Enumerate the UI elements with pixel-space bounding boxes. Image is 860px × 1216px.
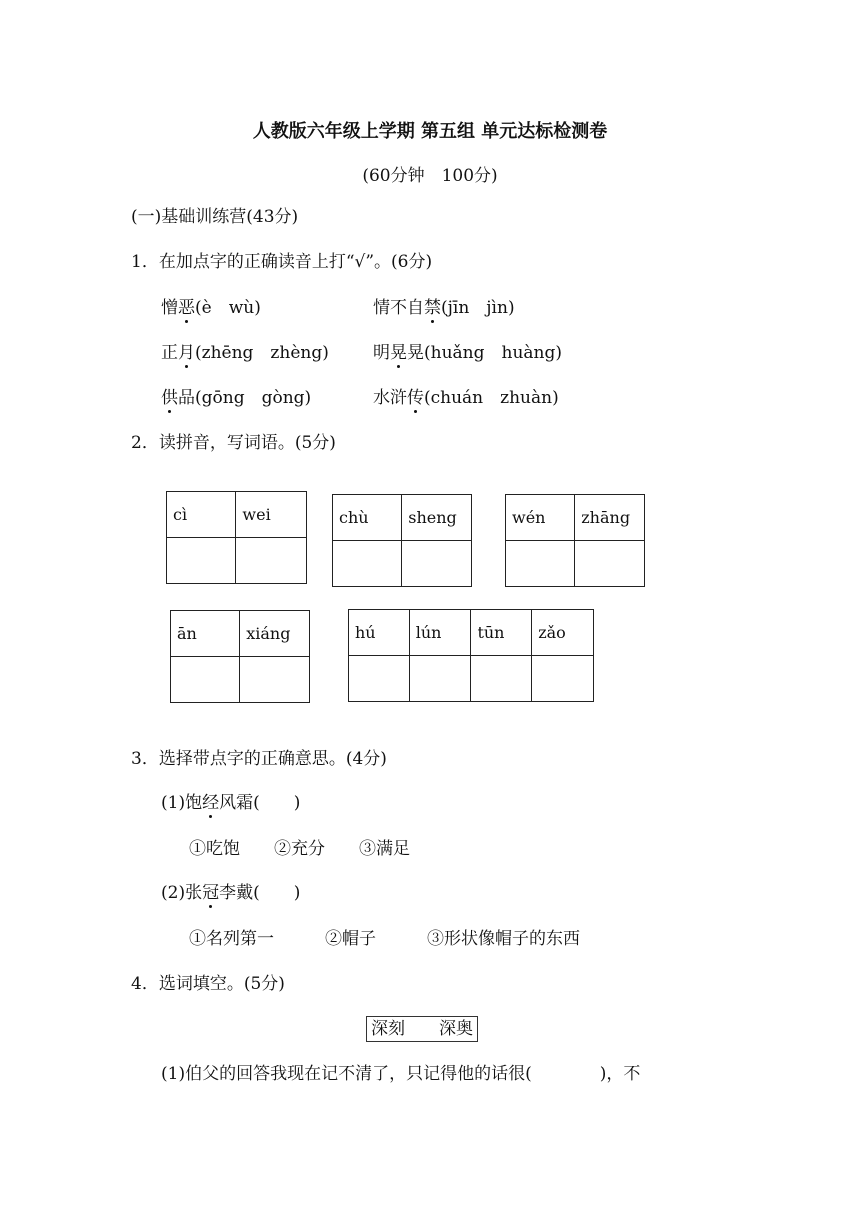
page-title: 人教版六年级上学期 第五组 单元达标检测卷 [252, 121, 608, 142]
q4-sentence: (1)伯父的回答我现在记不清了，只记得他的话很( )，不 [161, 1064, 641, 1084]
q1-item: 明晃晃(huǎng huàng) [373, 343, 562, 363]
answer-cell[interactable] [349, 656, 410, 702]
pinyin-cell: xiáng [240, 611, 310, 657]
q1-item: 憎恶(è wù) [161, 298, 261, 318]
pinyin-grid [332, 494, 472, 587]
answer-cell[interactable] [506, 541, 575, 587]
answer-cell[interactable] [236, 538, 307, 584]
pinyin-cell: chù [333, 495, 402, 541]
answer-cell[interactable] [167, 538, 236, 584]
pinyin-cell: wei [236, 492, 307, 538]
pinyin-cell: wén [506, 495, 575, 541]
pinyin-grid [170, 610, 310, 703]
word-choice-box: 深刻 深奥 [366, 1016, 478, 1042]
pinyin-cell: cì [167, 492, 236, 538]
pinyin-cell: tūn [471, 610, 532, 656]
answer-cell[interactable] [471, 656, 532, 702]
pinyin-grid [348, 609, 594, 702]
q3-options: ①吃饱 ②充分 ③满足 [189, 839, 410, 859]
answer-cell[interactable] [240, 657, 310, 703]
q1-item: 正月(zhēng zhèng) [161, 343, 329, 363]
q3-options: ①名列第一 ②帽子 ③形状像帽子的东西 [189, 929, 580, 949]
question-1-prompt: 1．在加点字的正确读音上打“√”。(6分) [131, 252, 433, 272]
pinyin-grid [166, 491, 307, 584]
question-3-prompt: 3．选择带点字的正确意思。(4分) [131, 749, 387, 769]
section-heading: (一)基础训练营(43分) [131, 207, 299, 227]
answer-cell[interactable] [402, 541, 472, 587]
answer-cell[interactable] [409, 656, 471, 702]
pinyin-cell: zǎo [532, 610, 594, 656]
pinyin-cell: hú [349, 610, 410, 656]
answer-cell[interactable] [532, 656, 594, 702]
answer-cell[interactable] [575, 541, 645, 587]
answer-cell[interactable] [171, 657, 240, 703]
pinyin-cell: ān [171, 611, 240, 657]
q1-item: 水浒传(chuán zhuàn) [373, 388, 559, 408]
q3-sub-question: (1)饱经风霜( ) [161, 793, 301, 813]
pinyin-cell: zhāng [575, 495, 645, 541]
q1-item: 情不自禁(jīn jìn) [373, 298, 515, 318]
exam-duration-score: (60分钟 100分) [362, 166, 498, 186]
question-2-prompt: 2．读拼音，写词语。(5分) [131, 433, 336, 453]
q3-sub-question: (2)张冠李戴( ) [161, 883, 301, 903]
pinyin-cell: sheng [402, 495, 472, 541]
question-4-prompt: 4．选词填空。(5分) [131, 974, 285, 994]
q1-item: 供品(gōng gòng) [161, 388, 312, 408]
pinyin-cell: lún [409, 610, 471, 656]
pinyin-grid [505, 494, 645, 587]
answer-cell[interactable] [333, 541, 402, 587]
